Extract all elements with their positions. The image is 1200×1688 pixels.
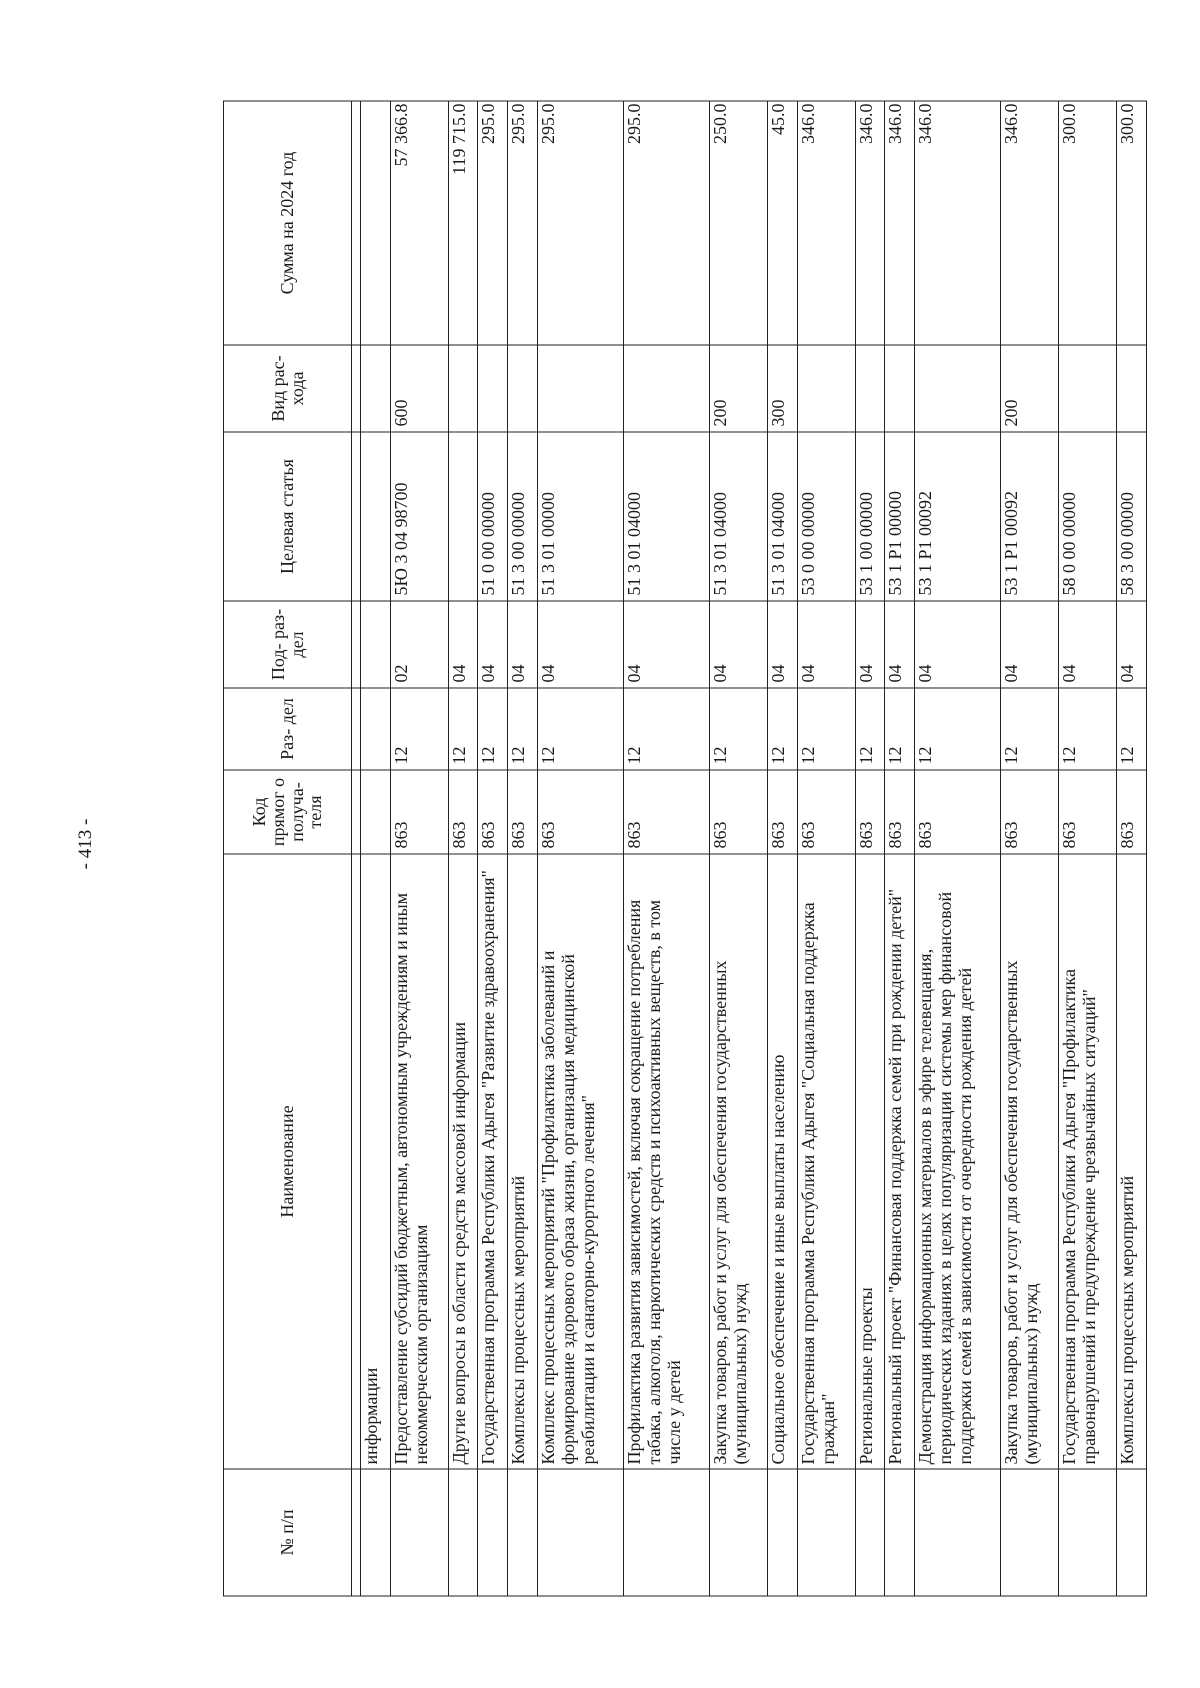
cell-target: 58 3 00 00000 bbox=[1117, 432, 1147, 601]
cell-expense-type bbox=[1059, 345, 1117, 432]
cell-expense-type bbox=[507, 345, 537, 432]
cell-name: Региональные проекты bbox=[855, 854, 885, 1469]
table-row bbox=[915, 101, 1001, 1596]
cell-num bbox=[915, 1469, 1001, 1596]
cell-num bbox=[478, 1469, 508, 1596]
cell-recipient: 863 bbox=[623, 770, 709, 854]
cell-name: Закупка товаров, работ и услуг для обеспечения государственных (муниципальных) нужд bbox=[1001, 854, 1059, 1469]
cell-num bbox=[1059, 1469, 1117, 1596]
table-row bbox=[1117, 101, 1147, 1596]
cell-name: Региональный проект "Финансовая поддержка семей при рождении детей" bbox=[885, 854, 915, 1469]
cell-section: 12 bbox=[1001, 688, 1059, 770]
cell-target bbox=[361, 432, 391, 601]
cell-amount bbox=[361, 101, 391, 345]
cell-name: Другие вопросы в области средств массовой информации bbox=[448, 854, 478, 1469]
cell-recipient: 863 bbox=[507, 770, 537, 854]
table-row bbox=[768, 101, 798, 1596]
cell-name: информации bbox=[361, 854, 391, 1469]
cell-subsection: 04 bbox=[1117, 601, 1147, 688]
header-row bbox=[224, 101, 352, 1596]
cell-name: Государственная программа Республики Адыгея "Социальная поддержка граждан" bbox=[797, 854, 855, 1469]
header-spacer-row bbox=[352, 101, 361, 1596]
cell-section: 12 bbox=[915, 688, 1001, 770]
cell-amount: 250.0 bbox=[710, 101, 768, 345]
cell-expense-type: 200 bbox=[710, 345, 768, 432]
cell-amount: 346.0 bbox=[915, 101, 1001, 345]
cell-section: 12 bbox=[768, 688, 798, 770]
cell-expense-type: 200 bbox=[1001, 345, 1059, 432]
cell-section: 12 bbox=[1117, 688, 1147, 770]
cell-expense-type bbox=[448, 345, 478, 432]
cell-expense-type bbox=[797, 345, 855, 432]
cell-subsection: 04 bbox=[1059, 601, 1117, 688]
cell-subsection: 04 bbox=[710, 601, 768, 688]
cell-target: 53 1 P1 00092 bbox=[915, 432, 1001, 601]
cell-section: 12 bbox=[885, 688, 915, 770]
cell-recipient: 863 bbox=[885, 770, 915, 854]
budget-table bbox=[223, 101, 1147, 1597]
cell-target: 53 1 00 00000 bbox=[855, 432, 885, 601]
header-amount: Сумма на 2024 год bbox=[224, 101, 352, 345]
cell-expense-type bbox=[915, 345, 1001, 432]
cell-name: Профилактика развития зависимостей, включая сокращение потребления табака, алкоголя, наркотических средств и психоактивных веществ, в том числе у детей bbox=[623, 854, 709, 1469]
cell-amount: 346.0 bbox=[1001, 101, 1059, 345]
cell-expense-type: 600 bbox=[390, 345, 448, 432]
cell-recipient: 863 bbox=[390, 770, 448, 854]
table-row bbox=[507, 101, 537, 1596]
cell-num bbox=[1001, 1469, 1059, 1596]
cell-amount: 295.0 bbox=[623, 101, 709, 345]
cell-recipient: 863 bbox=[1059, 770, 1117, 854]
header-section: Раз- дел bbox=[224, 688, 352, 770]
cell-section: 12 bbox=[478, 688, 508, 770]
table-row bbox=[448, 101, 478, 1596]
cell-subsection: 04 bbox=[797, 601, 855, 688]
cell-recipient: 863 bbox=[768, 770, 798, 854]
header-name: Наименование bbox=[224, 854, 352, 1469]
cell-amount: 45.0 bbox=[768, 101, 798, 345]
cell-name: Предоставление субсидий бюджетным, автономным учреждениям и иным некоммерческим организациям bbox=[390, 854, 448, 1469]
cell-expense-type bbox=[361, 345, 391, 432]
cell-subsection bbox=[361, 601, 391, 688]
table-row bbox=[478, 101, 508, 1596]
cell-amount: 300.0 bbox=[1117, 101, 1147, 345]
cell-target: 51 0 00 00000 bbox=[478, 432, 508, 601]
header-target: Целевая статья bbox=[224, 432, 352, 601]
cell-name: Государственная программа Республики Адыгея "Развитие здравоохранения" bbox=[478, 854, 508, 1469]
cell-amount: 346.0 bbox=[797, 101, 855, 345]
cell-section: 12 bbox=[1059, 688, 1117, 770]
table-row bbox=[1059, 101, 1117, 1596]
cell-name: Комплексы процессных мероприятий bbox=[507, 854, 537, 1469]
cell-name: Социальное обеспечение и иные выплаты населению bbox=[768, 854, 798, 1469]
cell-num bbox=[768, 1469, 798, 1596]
cell-name: Комплекс процессных мероприятий "Профилактика заболеваний и формирование здорового образа жизни, организация медицинской реабилитации и санаторно-курортного лечения" bbox=[537, 854, 623, 1469]
cell-recipient: 863 bbox=[915, 770, 1001, 854]
page-number: - 413 - bbox=[75, 818, 96, 870]
cell-section: 12 bbox=[855, 688, 885, 770]
cell-section: 12 bbox=[448, 688, 478, 770]
cell-subsection: 04 bbox=[623, 601, 709, 688]
cell-subsection: 04 bbox=[915, 601, 1001, 688]
cell-subsection: 04 bbox=[537, 601, 623, 688]
cell-section: 12 bbox=[390, 688, 448, 770]
cell-target: 58 0 00 00000 bbox=[1059, 432, 1117, 601]
cell-amount: 57 366.8 bbox=[390, 101, 448, 345]
cell-subsection: 04 bbox=[1001, 601, 1059, 688]
cell-amount: 295.0 bbox=[537, 101, 623, 345]
cell-amount: 300.0 bbox=[1059, 101, 1117, 345]
cell-num bbox=[537, 1469, 623, 1596]
cell-target: 51 3 01 00000 bbox=[537, 432, 623, 601]
cell-amount: 119 715.0 bbox=[448, 101, 478, 345]
cell-num bbox=[507, 1469, 537, 1596]
cell-num bbox=[885, 1469, 915, 1596]
cell-subsection: 04 bbox=[885, 601, 915, 688]
cell-section: 12 bbox=[537, 688, 623, 770]
table-row bbox=[797, 101, 855, 1596]
header-recipient: Код прямог о получа- теля bbox=[224, 770, 352, 854]
cell-recipient: 863 bbox=[537, 770, 623, 854]
cell-amount: 295.0 bbox=[507, 101, 537, 345]
cell-name: Государственная программа Республики Адыгея "Профилактика правонарушений и предупреждение чрезвычайных ситуаций" bbox=[1059, 854, 1117, 1469]
cell-recipient: 863 bbox=[478, 770, 508, 854]
cell-name: Демонстрация информационных материалов в эфире телевещания, периодических изданиях в целях популяризации системы мер финансовой поддержки семей в зависимости от очередности рождения детей bbox=[915, 854, 1001, 1469]
cell-recipient: 863 bbox=[448, 770, 478, 854]
cell-name: Закупка товаров, работ и услуг для обеспечения государственных (муниципальных) нужд bbox=[710, 854, 768, 1469]
cell-target: 51 3 01 04000 bbox=[623, 432, 709, 601]
header-num: № п/п bbox=[224, 1469, 352, 1596]
cell-recipient bbox=[361, 770, 391, 854]
cell-num bbox=[448, 1469, 478, 1596]
cell-expense-type bbox=[1117, 345, 1147, 432]
cell-section bbox=[361, 688, 391, 770]
cell-target: 51 3 01 04000 bbox=[710, 432, 768, 601]
cell-amount: 295.0 bbox=[478, 101, 508, 345]
cell-subsection: 02 bbox=[390, 601, 448, 688]
cell-num bbox=[710, 1469, 768, 1596]
cell-section: 12 bbox=[623, 688, 709, 770]
table-row bbox=[1001, 101, 1059, 1596]
cell-subsection: 04 bbox=[478, 601, 508, 688]
budget-table-rotated bbox=[223, 102, 1147, 1597]
cell-expense-type bbox=[537, 345, 623, 432]
cell-expense-type bbox=[855, 345, 885, 432]
cell-subsection: 04 bbox=[507, 601, 537, 688]
cell-num bbox=[390, 1469, 448, 1596]
cell-section: 12 bbox=[710, 688, 768, 770]
table-row bbox=[710, 101, 768, 1596]
cell-target: 5Ю 3 04 98700 bbox=[390, 432, 448, 601]
table-row bbox=[537, 101, 623, 1596]
table-row bbox=[623, 101, 709, 1596]
table-row bbox=[855, 101, 885, 1596]
cell-subsection: 04 bbox=[768, 601, 798, 688]
cell-target: 53 0 00 00000 bbox=[797, 432, 855, 601]
cell-amount: 346.0 bbox=[855, 101, 885, 345]
table-row bbox=[885, 101, 915, 1596]
cell-amount: 346.0 bbox=[885, 101, 915, 345]
cell-recipient: 863 bbox=[797, 770, 855, 854]
header-expense-type: Вид рас- хода bbox=[224, 345, 352, 432]
table-row bbox=[361, 101, 391, 1596]
cell-num bbox=[855, 1469, 885, 1596]
cell-expense-type: 300 bbox=[768, 345, 798, 432]
cell-target: 51 3 00 00000 bbox=[507, 432, 537, 601]
cell-target: 51 3 01 04000 bbox=[768, 432, 798, 601]
header-subsection: Под- раз- дел bbox=[224, 601, 352, 688]
cell-target: 53 1 P1 00092 bbox=[1001, 432, 1059, 601]
cell-num bbox=[361, 1469, 391, 1596]
cell-num bbox=[623, 1469, 709, 1596]
cell-recipient: 863 bbox=[855, 770, 885, 854]
cell-name: Комплексы процессных мероприятий bbox=[1117, 854, 1147, 1469]
cell-expense-type bbox=[623, 345, 709, 432]
cell-subsection: 04 bbox=[855, 601, 885, 688]
cell-num bbox=[1117, 1469, 1147, 1596]
cell-target bbox=[448, 432, 478, 601]
cell-recipient: 863 bbox=[1117, 770, 1147, 854]
cell-recipient: 863 bbox=[710, 770, 768, 854]
cell-subsection: 04 bbox=[448, 601, 478, 688]
cell-target: 53 1 P1 00000 bbox=[885, 432, 915, 601]
cell-section: 12 bbox=[797, 688, 855, 770]
table-row bbox=[390, 101, 448, 1596]
cell-expense-type bbox=[885, 345, 915, 432]
cell-section: 12 bbox=[507, 688, 537, 770]
cell-expense-type bbox=[478, 345, 508, 432]
cell-recipient: 863 bbox=[1001, 770, 1059, 854]
cell-num bbox=[797, 1469, 855, 1596]
